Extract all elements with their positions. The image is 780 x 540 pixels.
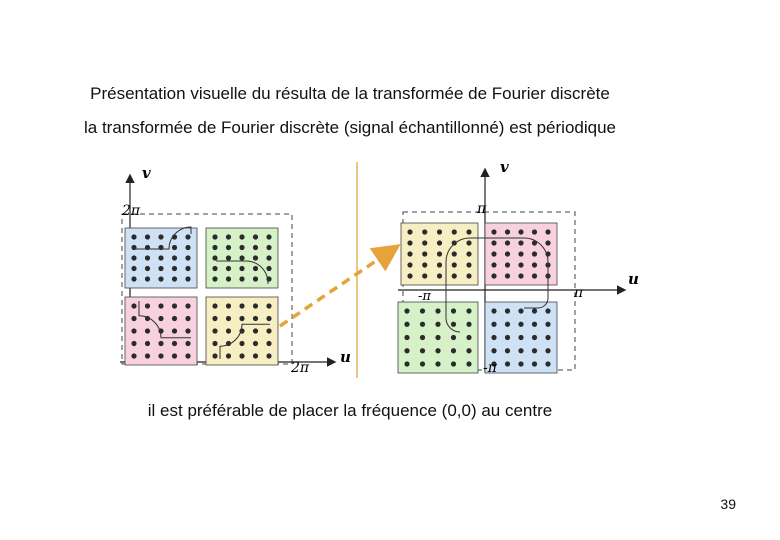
right-green-sample-dot <box>466 361 471 366</box>
right-green-sample-dot <box>404 322 409 327</box>
right-yellow-sample-dot <box>466 240 471 245</box>
right-pink-sample-dot <box>532 251 537 256</box>
left-blue-sample-dot <box>145 266 150 271</box>
left-blue-sample-dot <box>131 255 136 260</box>
right-blue-sample-dot <box>532 348 537 353</box>
left-pink-sample-dot <box>172 353 177 358</box>
right-pink-sample-dot <box>491 229 496 234</box>
left-blue-sample-dot <box>185 276 190 281</box>
left-pink-sample-dot <box>185 353 190 358</box>
right-green-quadrant <box>398 302 478 373</box>
left-green-sample-dot <box>266 266 271 271</box>
right-blue-sample-dot <box>545 322 550 327</box>
left-tick-2pi-u: 2π <box>291 360 310 376</box>
left-blue-sample-dot <box>172 266 177 271</box>
left-yellow-sample-dot <box>253 353 258 358</box>
right-green-sample-dot <box>420 335 425 340</box>
left-pink-sample-dot <box>158 341 163 346</box>
left-green-sample-dot <box>226 266 231 271</box>
left-blue-sample-dot <box>185 245 190 250</box>
right-blue-sample-dot <box>518 322 523 327</box>
right-yellow-sample-dot <box>452 251 457 256</box>
left-pink-sample-dot <box>158 303 163 308</box>
left-yellow-sample-dot <box>212 303 217 308</box>
right-pink-sample-dot <box>505 262 510 267</box>
right-blue-sample-dot <box>518 361 523 366</box>
right-green-sample-dot <box>435 348 440 353</box>
left-pink-sample-dot <box>145 328 150 333</box>
right-pink-sample-dot <box>532 262 537 267</box>
right-blue-sample-dot <box>518 335 523 340</box>
left-blue-sample-dot <box>131 234 136 239</box>
left-blue-sample-dot <box>145 255 150 260</box>
right-blue-sample-dot <box>491 348 496 353</box>
right-pink-sample-dot <box>505 240 510 245</box>
right-yellow-sample-dot <box>452 273 457 278</box>
left-yellow-sample-dot <box>266 316 271 321</box>
left-yellow-sample-dot <box>212 353 217 358</box>
left-green-sample-dot <box>226 255 231 260</box>
right-yellow-sample-dot <box>437 229 442 234</box>
left-yellow-sample-dot <box>226 303 231 308</box>
right-blue-sample-dot <box>518 308 523 313</box>
right-blue-sample-dot <box>505 308 510 313</box>
left-pink-sample-dot <box>185 328 190 333</box>
left-green-sample-dot <box>253 245 258 250</box>
left-yellow-sample-dot <box>266 328 271 333</box>
right-blue-sample-dot <box>518 348 523 353</box>
left-pink-sample-dot <box>185 341 190 346</box>
left-green-sample-dot <box>212 234 217 239</box>
left-yellow-sample-dot <box>239 303 244 308</box>
slide-subtitle: la transformée de Fourier discrète (signal échantillonné) est périodique <box>83 118 616 137</box>
right-axis-u-label: u <box>628 270 639 288</box>
left-blue-quadrant <box>125 227 197 288</box>
right-pink-sample-dot <box>532 273 537 278</box>
left-blue-sample-dot <box>185 255 190 260</box>
right-yellow-sample-dot <box>407 251 412 256</box>
right-yellow-sample-dot <box>466 273 471 278</box>
left-blue-sample-dot <box>131 266 136 271</box>
left-blue-sample-dot <box>172 276 177 281</box>
right-yellow-sample-dot <box>437 240 442 245</box>
left-pink-sample-dot <box>158 353 163 358</box>
left-green-sample-dot <box>253 266 258 271</box>
right-pink-sample-dot <box>518 262 523 267</box>
left-axis-u-label: u <box>340 348 351 366</box>
left-green-sample-dot <box>212 266 217 271</box>
right-green-sample-dot <box>435 308 440 313</box>
right-yellow-sample-dot <box>452 262 457 267</box>
right-yellow-sample-dot <box>407 262 412 267</box>
left-pink-sample-dot <box>131 303 136 308</box>
right-yellow-sample-dot <box>422 262 427 267</box>
page-number: 39 <box>720 496 736 512</box>
left-axis-v-label: v <box>142 164 151 182</box>
right-green-sample-dot <box>451 308 456 313</box>
right-pink-sample-dot <box>505 229 510 234</box>
shift-arrow <box>280 250 392 326</box>
left-blue-sample-dot <box>158 276 163 281</box>
right-blue-sample-dot <box>491 308 496 313</box>
left-yellow-sample-dot <box>253 341 258 346</box>
left-green-sample-dot <box>266 234 271 239</box>
right-yellow-sample-dot <box>466 229 471 234</box>
right-blue-sample-dot <box>532 361 537 366</box>
right-blue-sample-dot <box>545 308 550 313</box>
right-pink-sample-dot <box>518 229 523 234</box>
left-yellow-sample-dot <box>253 316 258 321</box>
left-pink-sample-dot <box>145 341 150 346</box>
left-blue-sample-dot <box>158 266 163 271</box>
left-green-sample-dot <box>212 245 217 250</box>
left-yellow-sample-dot <box>253 328 258 333</box>
right-green-sample-dot <box>435 361 440 366</box>
right-green-sample-dot <box>435 335 440 340</box>
right-green-sample-dot <box>404 361 409 366</box>
left-pink-sample-dot <box>172 328 177 333</box>
slide-caption: il est préférable de placer la fréquence (0,0) au centre <box>147 401 553 420</box>
left-yellow-sample-dot <box>212 316 217 321</box>
right-pink-sample-dot <box>545 240 550 245</box>
right-blue-sample-dot <box>532 322 537 327</box>
right-green-sample-dot <box>420 322 425 327</box>
right-yellow-sample-dot <box>452 229 457 234</box>
left-green-sample-dot <box>226 276 231 281</box>
right-pink-sample-dot <box>545 229 550 234</box>
right-blue-sample-dot <box>505 335 510 340</box>
left-pink-sample-dot <box>131 353 136 358</box>
left-blue-sample-dot <box>158 255 163 260</box>
left-green-sample-dot <box>226 234 231 239</box>
left-yellow-sample-dot <box>212 341 217 346</box>
right-yellow-sample-dot <box>407 273 412 278</box>
slide-title: Présentation visuelle du résulta de la transformée de Fourier discrète <box>90 84 610 103</box>
right-yellow-quadrant <box>401 223 478 285</box>
right-blue-sample-dot <box>505 348 510 353</box>
left-blue-sample-dot <box>172 245 177 250</box>
right-green-sample-dot <box>404 308 409 313</box>
left-yellow-sample-dot <box>239 316 244 321</box>
left-pink-sample-dot <box>145 353 150 358</box>
right-green-sample-dot <box>466 348 471 353</box>
right-yellow-sample-dot <box>422 273 427 278</box>
left-blue-sample-dot <box>185 266 190 271</box>
right-green-sample-dot <box>420 361 425 366</box>
right-blue-sample-dot <box>545 361 550 366</box>
left-tick-2pi-v: 2π <box>122 203 141 219</box>
right-green-sample-dot <box>404 348 409 353</box>
right-blue-sample-dot <box>505 322 510 327</box>
right-green-sample-dot <box>451 361 456 366</box>
left-green-sample-dot <box>253 234 258 239</box>
left-yellow-sample-dot <box>212 328 217 333</box>
left-yellow-sample-dot <box>226 328 231 333</box>
right-yellow-sample-dot <box>466 262 471 267</box>
left-pink-sample-dot <box>131 328 136 333</box>
right-yellow-sample-dot <box>437 273 442 278</box>
right-green-sample-dot <box>466 335 471 340</box>
right-pink-sample-dot <box>518 240 523 245</box>
left-pink-sample-dot <box>172 316 177 321</box>
right-yellow-sample-dot <box>466 251 471 256</box>
left-green-sample-dot <box>226 245 231 250</box>
right-yellow-sample-dot <box>422 251 427 256</box>
left-blue-sample-dot <box>145 276 150 281</box>
right-green-sample-dot <box>420 308 425 313</box>
left-pink-sample-dot <box>185 303 190 308</box>
right-pink-sample-dot <box>518 273 523 278</box>
right-pink-sample-dot <box>491 262 496 267</box>
left-plot <box>120 176 334 365</box>
right-yellow-sample-dot <box>437 251 442 256</box>
left-pink-sample-dot <box>172 341 177 346</box>
left-blue-sample-dot <box>145 234 150 239</box>
left-blue-sample-dot <box>185 234 190 239</box>
right-pink-sample-dot <box>532 229 537 234</box>
right-tick-minus-pi-bottom: -π <box>483 360 497 376</box>
right-blue-sample-dot <box>545 335 550 340</box>
right-yellow-sample-dot <box>437 262 442 267</box>
right-tick-pi-right: π <box>574 285 584 301</box>
right-blue-sample-dot <box>491 322 496 327</box>
left-green-sample-dot <box>239 276 244 281</box>
left-green-sample-dot <box>239 266 244 271</box>
left-green-sample-dot <box>212 255 217 260</box>
left-green-sample-dot <box>266 245 271 250</box>
left-pink-sample-dot <box>158 316 163 321</box>
right-green-sample-dot <box>420 348 425 353</box>
right-yellow-sample-dot <box>422 229 427 234</box>
right-yellow-sample-dot <box>407 229 412 234</box>
left-green-sample-dot <box>239 255 244 260</box>
left-yellow-sample-dot <box>266 303 271 308</box>
right-green-sample-dot <box>404 335 409 340</box>
right-tick-pi-top: π <box>477 201 487 217</box>
left-pink-sample-dot <box>131 316 136 321</box>
left-green-sample-dot <box>239 234 244 239</box>
right-blue-sample-dot <box>505 361 510 366</box>
right-green-sample-dot <box>451 348 456 353</box>
left-pink-sample-dot <box>131 341 136 346</box>
right-green-sample-dot <box>435 322 440 327</box>
right-tick-minus-pi-left: -π <box>418 289 431 304</box>
right-pink-sample-dot <box>491 273 496 278</box>
left-green-sample-dot <box>239 245 244 250</box>
right-blue-sample-dot <box>532 335 537 340</box>
right-green-sample-dot <box>451 322 456 327</box>
left-green-sample-dot <box>212 276 217 281</box>
left-yellow-sample-dot <box>226 316 231 321</box>
right-yellow-sample-dot <box>407 240 412 245</box>
right-axis-v-label: v <box>500 158 509 176</box>
right-yellow-sample-dot <box>422 240 427 245</box>
right-pink-sample-dot <box>518 251 523 256</box>
left-pink-quadrant <box>125 297 197 365</box>
left-pink-sample-dot <box>172 303 177 308</box>
left-yellow-sample-dot <box>266 353 271 358</box>
left-yellow-quadrant <box>206 297 278 365</box>
left-green-sample-dot <box>253 255 258 260</box>
right-plot <box>398 170 624 373</box>
right-green-sample-dot <box>466 308 471 313</box>
left-blue-sample-dot <box>158 234 163 239</box>
right-pink-sample-dot <box>505 251 510 256</box>
left-blue-sample-dot <box>172 255 177 260</box>
left-yellow-sample-dot <box>266 341 271 346</box>
left-yellow-sample-dot <box>253 303 258 308</box>
left-blue-sample-dot <box>131 276 136 281</box>
left-pink-sample-dot <box>185 316 190 321</box>
right-blue-sample-dot <box>491 335 496 340</box>
right-blue-sample-dot <box>532 308 537 313</box>
left-yellow-sample-dot <box>239 341 244 346</box>
right-blue-sample-dot <box>545 348 550 353</box>
left-yellow-sample-dot <box>239 353 244 358</box>
right-pink-sample-dot <box>491 251 496 256</box>
right-green-sample-dot <box>466 322 471 327</box>
left-pink-sample-dot <box>145 303 150 308</box>
right-pink-sample-dot <box>505 273 510 278</box>
left-green-sample-dot <box>266 255 271 260</box>
left-green-sample-dot <box>253 276 258 281</box>
right-pink-sample-dot <box>491 240 496 245</box>
left-green-quadrant <box>206 228 278 288</box>
left-yellow-sample-dot <box>226 353 231 358</box>
right-green-sample-dot <box>451 335 456 340</box>
